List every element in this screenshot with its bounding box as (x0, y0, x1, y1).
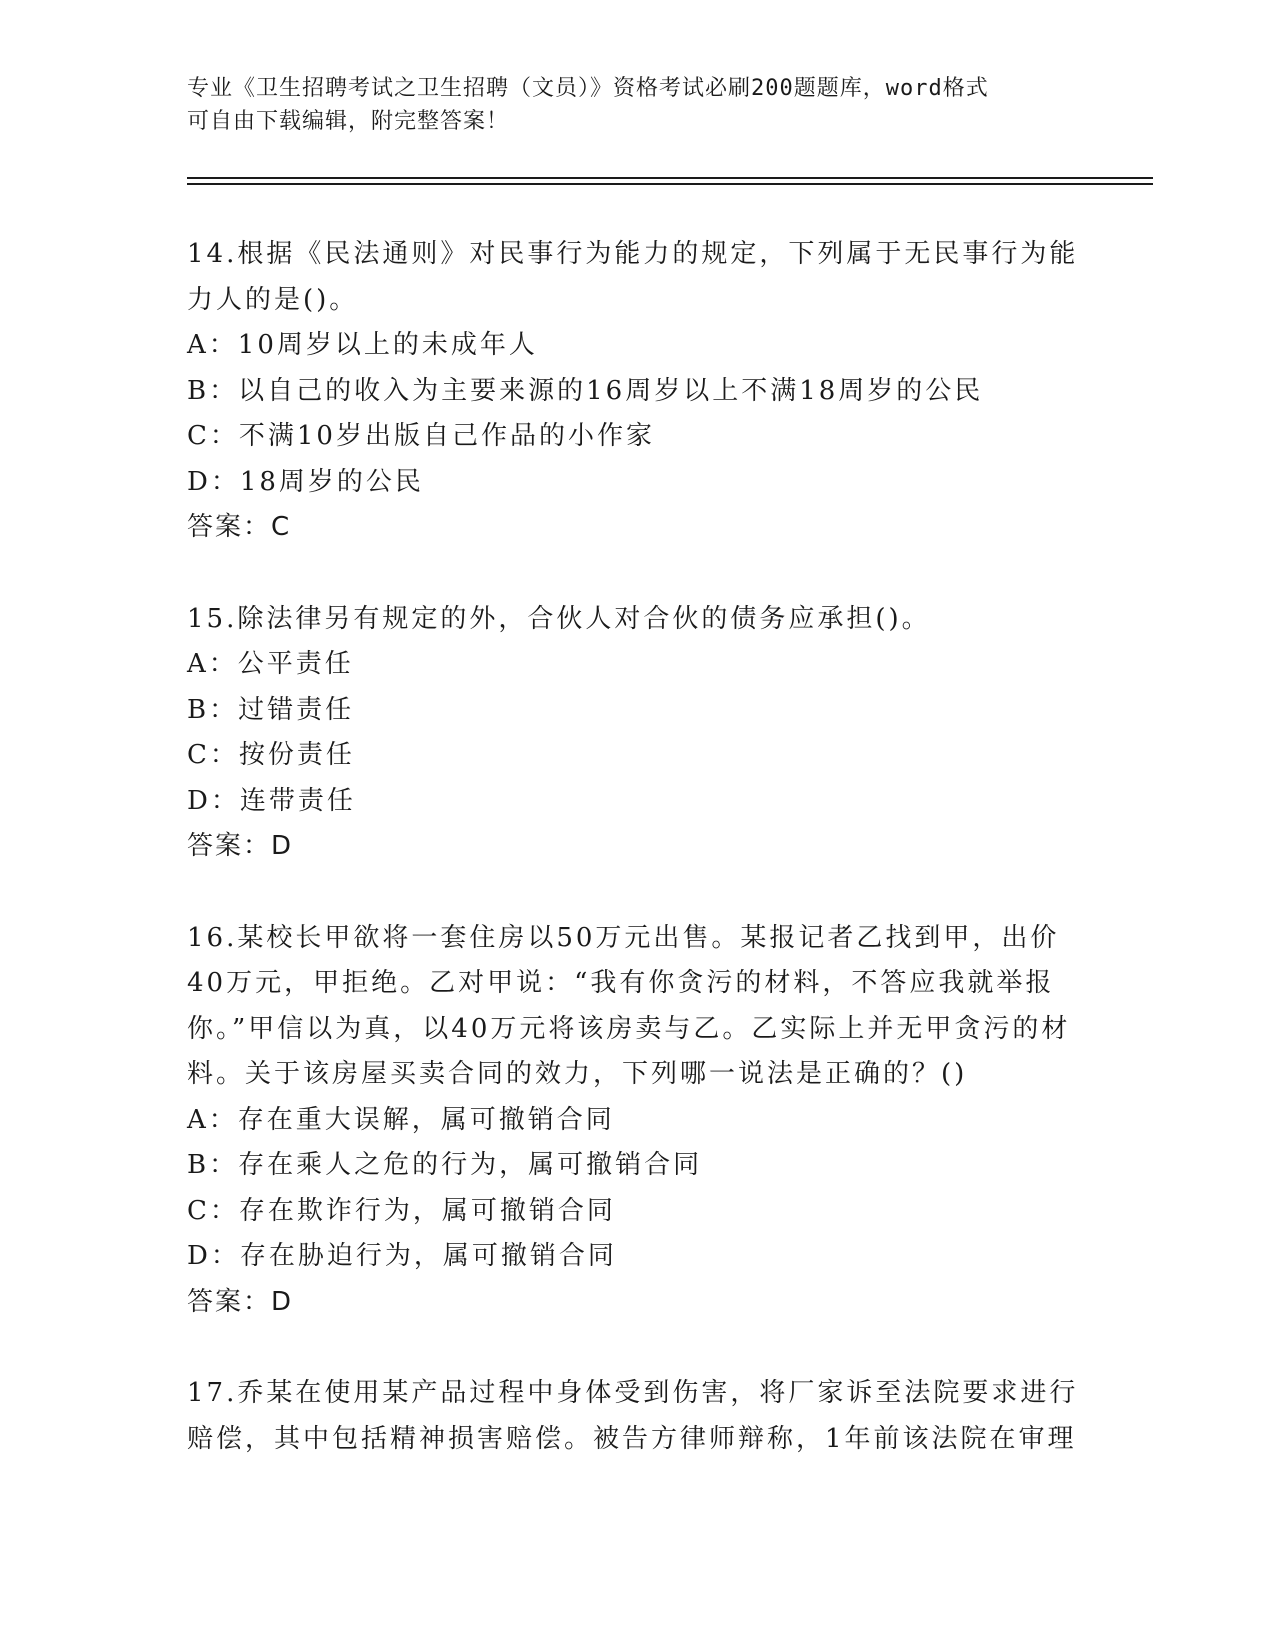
option-d: D：存在胁迫行为，属可撤销合同 (187, 1241, 617, 1271)
option-d: D：18周岁的公民 (187, 466, 424, 497)
option-c: C：存在欺诈行为，属可撤销合同 (187, 1195, 616, 1226)
document-header (187, 72, 1087, 138)
question-text: 14.根据《民法通则》对民事行为能力的规定，下列属于无民事行为能力人的是()。 (187, 239, 1079, 315)
option-c: C：不满10岁出版自己作品的小作家 (187, 421, 655, 451)
option-a: A：存在重大误解，属可撤销合同 (187, 1104, 615, 1135)
answer-label: 答案：C (187, 512, 292, 542)
question-16 (187, 916, 1087, 1326)
option-d: D：连带责任 (187, 785, 356, 816)
option-a: A：10周岁以上的未成年人 (187, 330, 538, 360)
answer-label: 答案：D (187, 1286, 294, 1317)
option-b: B：以自己的收入为主要来源的16周岁以上不满18周岁的公民 (187, 375, 984, 406)
question-text: 15.除法律另有规定的外，合伙人对合伙的债务应承担()。 (187, 603, 931, 634)
header-line-1: 专业《卫生招聘考试之卫生招聘（文员）》资格考试必刷200题题库，word格式 (187, 76, 989, 101)
option-b: B：过错责任 (187, 694, 355, 725)
option-b: B：存在乘人之危的行为，属可撤销合同 (187, 1150, 703, 1180)
question-list (187, 232, 1087, 1508)
question-14 (187, 232, 1087, 551)
question-15 (187, 597, 1087, 870)
question-17 (187, 1371, 1087, 1462)
option-c: C：按份责任 (187, 740, 355, 770)
question-text: 16.某校长甲欲将一套住房以50万元出售。某报记者乙找到甲，出价40万元，甲拒绝。乙对甲说：“我有你贪污的材料，不答应我就举报你。”甲信以为真，以40万元将该房卖与乙。乙实际上并无甲贪污的材料。关于该房屋买卖合同的效力，下列哪一说法是正确的？() (187, 922, 1071, 1089)
header-line-2: 可自由下载编辑，附完整答案！ (187, 109, 510, 134)
question-text: 17.乔某在使用某产品过程中身体受到伤害，将厂家诉至法院要求进行赔偿，其中包括精神损害赔偿。被告方律师辩称，1年前该法院在审理 (187, 1378, 1079, 1454)
header-divider-bottom (187, 183, 1153, 185)
header-divider-top (187, 177, 1153, 179)
answer-label: 答案：D (187, 831, 294, 861)
option-a: A：公平责任 (187, 649, 354, 679)
